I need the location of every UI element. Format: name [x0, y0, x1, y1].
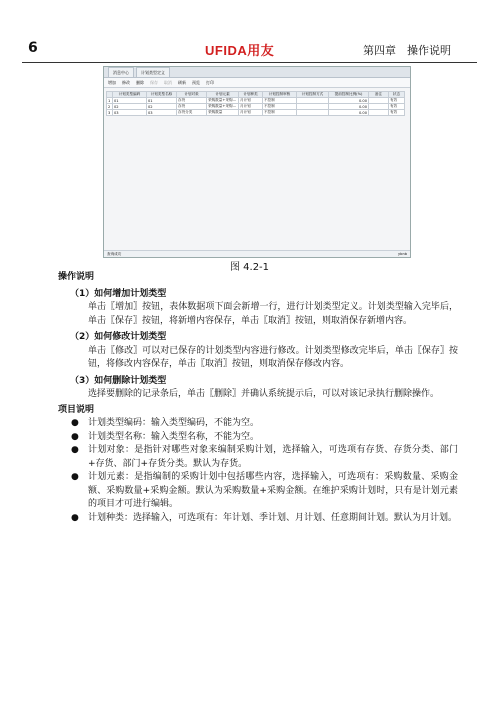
figure-tab-bar [104, 67, 410, 78]
bullet-icon: ● [71, 512, 79, 523]
figure-col-name: 计划类型名称 [147, 92, 177, 98]
cell: 01 [147, 98, 177, 104]
cell: 不控制 [263, 110, 297, 116]
items-section-title: 项目说明 [58, 404, 95, 415]
figure-col-audit: 计划控制审核 [263, 92, 297, 98]
ops-heading-edit: （2）如何修改计划类型 [70, 332, 167, 342]
figure-save-button: 保存 [150, 80, 158, 85]
figure-screenshot [103, 66, 411, 258]
ops-text-delete: 选择要删除的记录条后，单击〖删除〗并确认系统提示后，可以对该记录执行删除操作。 [88, 389, 440, 399]
figure-table-row [107, 110, 405, 116]
list-item [58, 471, 458, 512]
cell: 存货 [177, 98, 207, 104]
cell: 存货 [177, 104, 207, 110]
list-item-text: 计划元素：是指编制的采购计划中包括哪些内容，选择输入，可选项有：采购数量、采购金额、采购数量+采购金额。默认为采购数量+采购金额。在维护采购计划时，只有是计划元素的项目才可进行编辑。 [88, 472, 458, 509]
ops-section-title: 操作说明 [58, 272, 95, 282]
figure-col-control-mode: 计划控制方式 [297, 92, 329, 98]
cell: 月计划 [239, 98, 263, 104]
figure-tab-plan-type: 计划类型定义 [136, 67, 170, 77]
cell [369, 110, 389, 116]
bullet-icon: ● [71, 445, 79, 455]
bullet-icon: ● [71, 418, 79, 428]
cell: 1 [107, 98, 113, 104]
list-item [58, 444, 458, 471]
figure-refresh-button: 刷新 [178, 80, 186, 85]
figure-col-object: 计划对象 [177, 92, 207, 98]
figure-col-code: 计划类型编码 [113, 92, 147, 98]
cell: 采购数量+采购… [207, 98, 239, 104]
cell: 月计划 [239, 104, 263, 110]
ufida-logo [205, 40, 274, 59]
cell: 03 [147, 110, 177, 116]
cell: 03 [113, 110, 147, 116]
cell: 有效 [389, 110, 405, 116]
figure-col-status: 状态 [389, 92, 405, 98]
list-item-text: 计划类型编码：输入类型编码，不能为空。 [88, 418, 260, 428]
figure-add-button: 增加 [108, 80, 116, 85]
figure-col-remark: 备注 [369, 92, 389, 98]
figure-delete-button: 删除 [136, 80, 144, 85]
figure-cancel-button: 取消 [164, 80, 172, 85]
list-item-text: 计划对象：是指针对哪些对象来编制采购计划，选择输入，可选项有存货、存货分类、部门+存货、部门+存货分类。默认为存货。 [88, 445, 458, 469]
cell: 月计划 [239, 110, 263, 116]
ops-heading-add: （1）如何增加计划类型 [70, 288, 167, 299]
figure-caption: 图 4.2-1 [229, 262, 270, 273]
figure-edit-button: 修改 [122, 80, 130, 85]
figure-status-left: 查询成功 [107, 252, 122, 256]
cell: 01 [113, 98, 147, 104]
cell: 不控制 [263, 98, 297, 104]
figure-col-advance-ratio: 提前控制比例(%) [329, 92, 369, 98]
ops-text-add: 单击〖增加〗按钮，表体数据项下面会新增一行，进行计划类型定义。计划类型输入完毕后，单击〖保存〗按钮，将新增内容保存，单击〖取消〗按钮，则取消保存新增内容。 [88, 302, 458, 326]
cell: 0.00 [329, 98, 369, 104]
list-item [58, 417, 458, 431]
cell: 存货分类 [177, 110, 207, 116]
cell: 02 [113, 104, 147, 110]
cell: 0.00 [329, 110, 369, 116]
ops-heading-delete: （3）如何删除计划类型 [70, 375, 167, 386]
figure-tab-messages: 消息中心 [108, 67, 134, 77]
cell: 2 [107, 104, 113, 110]
cell: 有效 [389, 98, 405, 104]
cell: 不控制 [263, 104, 297, 110]
bullet-icon: ● [71, 431, 79, 442]
figure-plan-type-table [106, 91, 405, 116]
cell: 0.00 [329, 104, 369, 110]
cell: 02 [147, 104, 177, 110]
item-description-list [58, 417, 458, 525]
figure-status-bar [104, 250, 410, 257]
figure-table-header-row [107, 92, 405, 98]
list-item [58, 512, 458, 526]
cell: 有效 [389, 104, 405, 110]
list-item-text: 计划类型名称：输入类型名称，不能为空。 [88, 431, 260, 442]
list-item [58, 431, 458, 445]
figure-col-element: 计划元素 [207, 92, 239, 98]
ops-text-edit: 单击〖修改〗可以对已保存的计划类型内容进行修改。计划类型修改完毕后，单击〖保存〗按钮，将修改内容保存，单击〖取消〗按钮，则取消保存修改内容。 [88, 345, 458, 369]
page-content [58, 271, 458, 525]
logo-cn: 用友 [247, 44, 275, 59]
chapter-title: 第四章 操作说明 [363, 44, 451, 57]
cell: 3 [107, 110, 113, 116]
cell: 采购数量 [207, 110, 239, 116]
figure-toolbar [104, 78, 410, 88]
figure-col-kind: 计划种类 [239, 92, 263, 98]
list-item-text: 计划种类：选择输入，可选项有：年计划、季计划、月计划、任意期间计划。默认为月计划。 [88, 512, 458, 523]
cell [297, 110, 329, 116]
bullet-icon: ● [71, 472, 79, 482]
page-number: 6 [28, 40, 38, 56]
cell: 采购数量+采购… [207, 104, 239, 110]
logo-brand: UFIDA [205, 43, 248, 58]
figure-print-button: 打印 [206, 80, 214, 85]
figure-status-right: ybnb [398, 252, 407, 256]
figure-preview-button: 预览 [192, 80, 200, 85]
header-divider [22, 62, 477, 63]
